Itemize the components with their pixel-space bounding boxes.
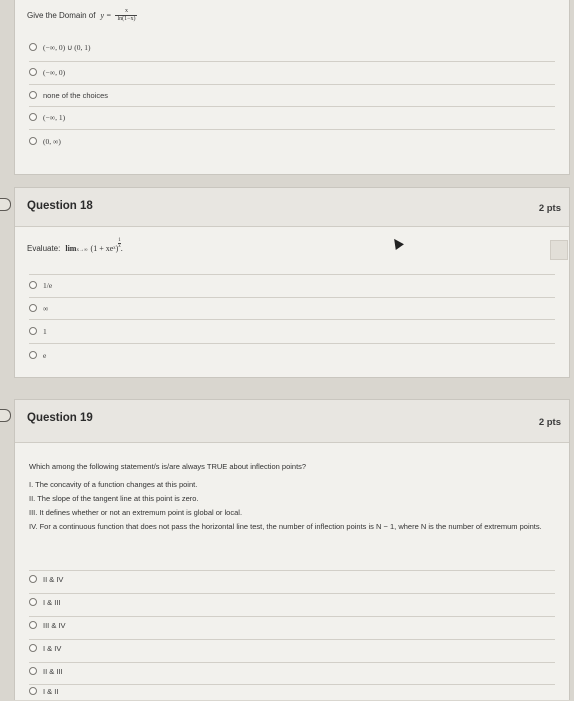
option-label: II & IV [43,574,64,584]
divider [29,319,555,320]
equation-lhs: y = [100,11,112,20]
q17-option-2[interactable] [29,62,65,82]
radio-button[interactable] [29,598,37,606]
q17-option-4[interactable] [29,107,65,127]
statement-3: III. It defines whether or not an extremum point is global or local. [29,508,243,517]
radio-button[interactable] [29,43,37,51]
radio-button[interactable] [29,137,37,145]
divider [29,684,555,685]
radio-button[interactable] [29,687,37,695]
option-label: ∞ [43,303,49,313]
question-19-header [15,400,569,443]
option-label: (−∞, 0) ∪ (0, 1) [43,42,91,52]
question-17-panel [14,0,570,175]
fraction-denominator: ln(1−x) [117,16,136,22]
limit-expression: (1 + xeˣ) [90,243,119,253]
scroll-handle[interactable] [550,240,568,260]
expression-end: . [120,243,123,253]
option-label: III & IV [43,620,66,630]
limit-subscript: x→∞ [76,248,88,253]
exponent-denominator: x [118,244,121,249]
q17-option-5[interactable] [29,131,61,151]
statement-2: II. The slope of the tangent line at this point is zero. [29,494,199,503]
question-flag-marker[interactable] [0,409,11,422]
divider [29,593,555,594]
q18-option-2[interactable] [29,298,48,318]
q18-option-3[interactable] [29,321,47,341]
option-label: (−∞, 0) [43,67,66,77]
q19-option-1[interactable] [29,569,63,589]
divider [29,297,555,298]
q19-option-4[interactable] [29,638,61,658]
divider [29,616,555,617]
option-label: I & IV [43,643,62,653]
radio-button[interactable] [29,68,37,76]
q19-option-6[interactable] [29,681,58,701]
question-title: Question 19 [27,412,93,424]
question-17-prompt [27,8,137,23]
divider [29,570,555,571]
q17-option-1[interactable] [29,37,91,57]
q19-option-3[interactable] [29,615,66,635]
option-label: 1/e [43,280,53,290]
question-flag-marker[interactable] [0,198,11,211]
exponent-numerator: 1 [118,238,121,243]
divider [29,61,555,62]
question-points: 2 pts [538,417,561,428]
q19-option-2[interactable] [29,592,61,612]
prompt-text: Evaluate: [27,243,61,253]
question-points: 2 pts [538,203,561,214]
q18-option-1[interactable] [29,275,52,295]
fraction-numerator: x [124,8,128,14]
radio-button[interactable] [29,304,37,312]
radio-button[interactable] [29,281,37,289]
fraction [115,8,137,23]
radio-button[interactable] [29,113,37,121]
option-label: (−∞, 1) [43,112,66,122]
option-label: I & II [43,686,59,696]
question-19-prompt: Which among the following statement/s is/are always TRUE about inflection points? [29,462,307,471]
question-18-header [15,188,569,227]
radio-button[interactable] [29,327,37,335]
radio-button[interactable] [29,91,37,99]
option-label: (0, ∞) [43,136,61,146]
radio-button[interactable] [29,667,37,675]
statement-1: I. The concavity of a function changes at this point. [29,480,198,489]
divider [29,639,555,640]
divider [29,343,555,344]
question-18-panel [14,187,570,378]
option-label: 1 [43,326,47,336]
question-title: Question 18 [27,200,93,212]
q17-option-3[interactable] [29,85,108,105]
divider [29,274,555,275]
prompt-text: Give the Domain of [27,11,96,20]
option-label: e [43,350,47,360]
radio-button[interactable] [29,351,37,359]
q19-option-5[interactable] [29,661,63,681]
option-label: none of the choices [43,90,109,100]
radio-button[interactable] [29,644,37,652]
question-19-panel [14,399,570,700]
divider [29,662,555,663]
question-18-prompt [27,238,123,253]
divider [29,129,555,130]
radio-button[interactable] [29,575,37,583]
limit-symbol: lim [65,243,77,253]
option-label: I & III [43,597,61,607]
divider [29,106,555,107]
statement-4: IV. For a continuous function that does not pass the horizontal line test, the number of inflection points is N − 1, where N is the number of extremum points. [29,522,542,531]
radio-button[interactable] [29,621,37,629]
option-label: II & III [43,666,63,676]
q18-option-4[interactable] [29,345,46,365]
